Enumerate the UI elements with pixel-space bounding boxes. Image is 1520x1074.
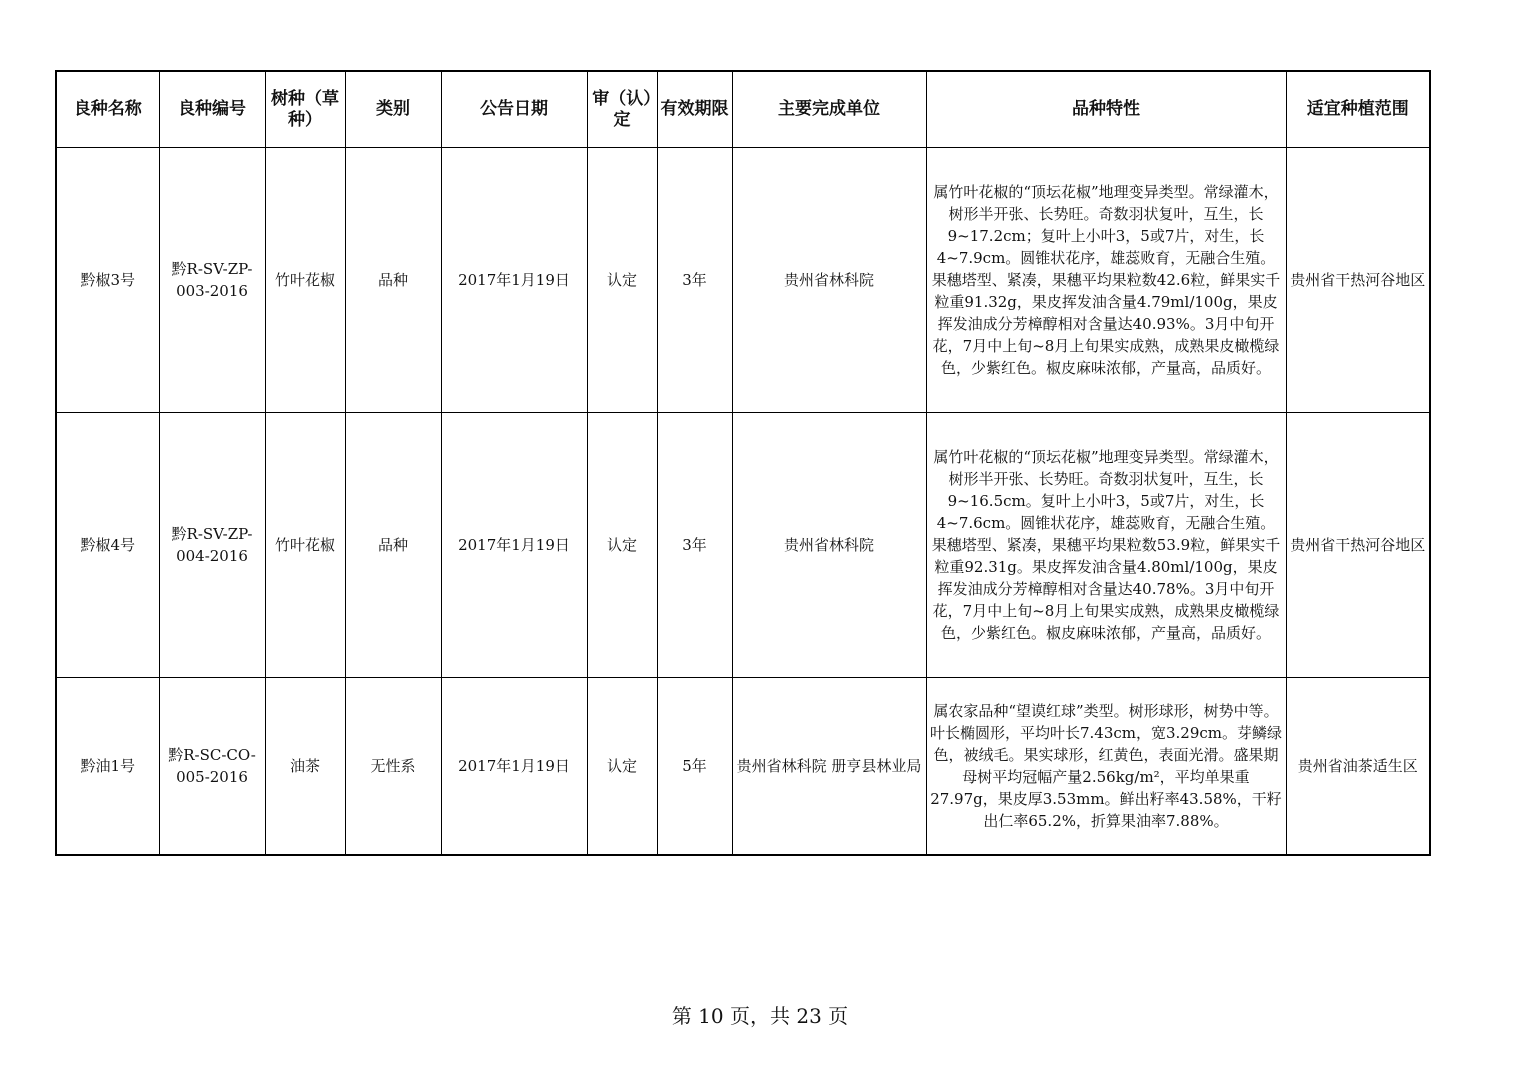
category-cell: 无性系 [345,678,441,856]
table-row [56,413,1430,678]
species-cell: 油茶 [265,678,345,856]
validity-cell: 5年 [657,678,732,856]
header-planting-range: 适宜种植范围 [1286,71,1430,148]
category-cell: 品种 [345,413,441,678]
planting-range-cell: 贵州省油茶适生区 [1286,678,1430,856]
header-main-unit: 主要完成单位 [732,71,926,148]
variety-name-cell: 黔椒4号 [56,413,159,678]
planting-range-cell: 贵州省干热河谷地区 [1286,413,1430,678]
header-species: 树种（草种） [265,71,345,148]
header-announce-date: 公告日期 [441,71,587,148]
characteristics-cell: 属农家品种“望谟红球”类型。树形球形，树势中等。叶长椭圆形，平均叶长7.43cm，宽3.29cm。芽鳞绿色，被绒毛。果实球形，红黄色，表面光滑。盛果期母树平均冠幅产量2.56kg/m²，平均单果重27.97g，果皮厚3.53mm。鲜出籽率43.58%，干籽出仁率65.2%，折算果油率7.88%。 [926,678,1286,856]
approval-cell: 认定 [587,678,657,856]
variety-code-cell: 黔R-SC-CO-005-2016 [159,678,265,856]
header-characteristics: 品种特性 [926,71,1286,148]
main-unit-cell: 贵州省林科院 [732,148,926,413]
announce-date-cell: 2017年1月19日 [441,148,587,413]
header-variety-name: 良种名称 [56,71,159,148]
variety-code-cell: 黔R-SV-ZP-003-2016 [159,148,265,413]
characteristics-cell: 属竹叶花椒的“顶坛花椒”地理变异类型。常绿灌木，树形半开张、长势旺。奇数羽状复叶，互生，长9~16.5cm。复叶上小叶3，5或7片，对生，长4~7.6cm。圆锥状花序，雄蕊败育，无融合生殖。果穗塔型、紧凑，果穗平均果粒数53.9粒，鲜果实千粒重92.31g。果皮挥发油含量4.80ml/100g，果皮挥发油成分芳樟醇相对含量达40.78%。3月中旬开花，7月中上旬~8月上旬果实成熟，成熟果皮橄榄绿色，少紫红色。椒皮麻味浓郁，产量高，品质好。 [926,413,1286,678]
announce-date-cell: 2017年1月19日 [441,678,587,856]
variety-name-cell: 黔油1号 [56,678,159,856]
table-header-row [56,71,1430,148]
main-unit-cell: 贵州省林科院 [732,413,926,678]
species-cell: 竹叶花椒 [265,148,345,413]
header-approval: 审（认）定 [587,71,657,148]
seed-variety-table [55,70,1431,856]
characteristics-cell: 属竹叶花椒的“顶坛花椒”地理变异类型。常绿灌木，树形半开张、长势旺。奇数羽状复叶，互生，长9~17.2cm；复叶上小叶3，5或7片，对生，长4~7.9cm。圆锥状花序，雄蕊败育，无融合生殖。果穗塔型、紧凑，果穗平均果粒数42.6粒，鲜果实千粒重91.32g，果皮挥发油含量4.79ml/100g，果皮挥发油成分芳樟醇相对含量达40.93%。3月中旬开花，7月中上旬~8月上旬果实成熟，成熟果皮橄榄绿色，少紫红色。椒皮麻味浓郁，产量高，品质好。 [926,148,1286,413]
main-unit-cell: 贵州省林科院 册亨县林业局 [732,678,926,856]
approval-cell: 认定 [587,148,657,413]
announce-date-cell: 2017年1月19日 [441,413,587,678]
variety-name-cell: 黔椒3号 [56,148,159,413]
table-row [56,678,1430,856]
category-cell: 品种 [345,148,441,413]
page-number-footer: 第 10 页，共 23 页 [671,1004,849,1028]
validity-cell: 3年 [657,413,732,678]
species-cell: 竹叶花椒 [265,413,345,678]
approval-cell: 认定 [587,413,657,678]
header-variety-code: 良种编号 [159,71,265,148]
planting-range-cell: 贵州省干热河谷地区 [1286,148,1430,413]
header-category: 类别 [345,71,441,148]
table-row [56,148,1430,413]
header-validity: 有效期限 [657,71,732,148]
variety-code-cell: 黔R-SV-ZP-004-2016 [159,413,265,678]
validity-cell: 3年 [657,148,732,413]
